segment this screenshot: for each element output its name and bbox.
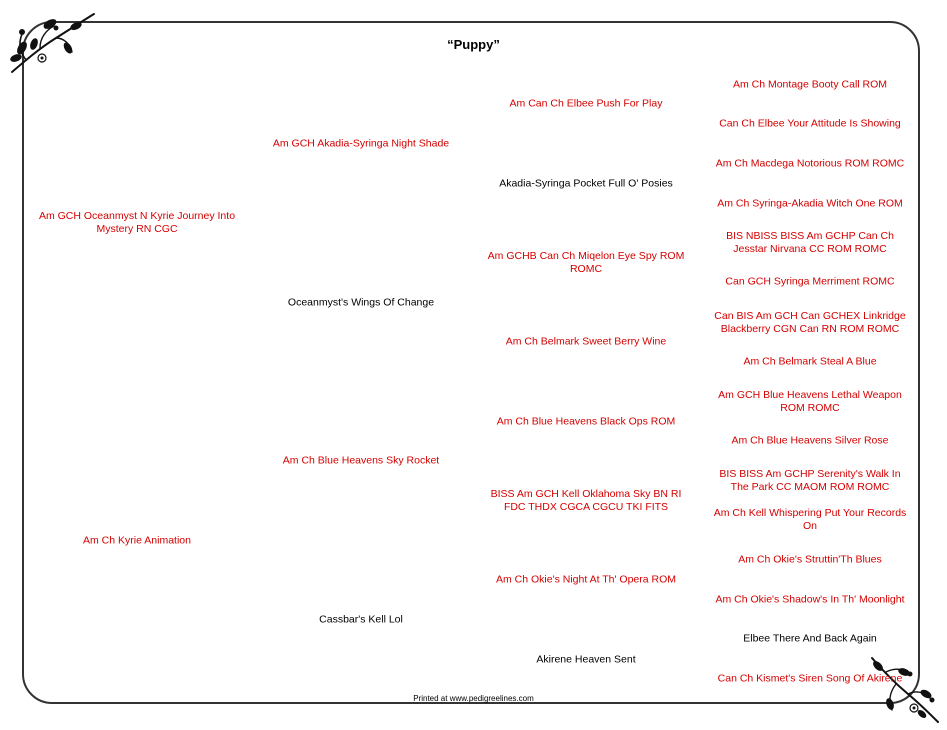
gen3-ancestor: BISS Am GCH Kell Oklahoma Sky BN RI FDC THDX CGCA CGCU TKI FITS (490, 488, 682, 513)
page-title: “Puppy” (447, 37, 500, 52)
gen3-ancestor: Am GCHB Can Ch Miqelon Eye Spy ROM ROMC (487, 250, 685, 275)
gen4-ancestor: Can GCH Syringa Merriment ROMC (725, 275, 895, 288)
gen2-ancestor: Am Ch Blue Heavens Sky Rocket (282, 454, 440, 467)
gen4-ancestor: Am Ch Macdega Notorious ROM ROMC (715, 157, 905, 170)
gen4-ancestor: Am Ch Syringa-Akadia Witch One ROM (717, 197, 903, 210)
gen4-ancestor: Am Ch Blue Heavens Silver Rose (731, 434, 889, 447)
floral-corner-icon (866, 654, 942, 726)
gen1-ancestor: Am Ch Kyrie Animation (83, 534, 191, 547)
gen2-ancestor: Oceanmyst's Wings Of Change (287, 296, 435, 309)
gen4-ancestor: Can Ch Elbee Your Attitude Is Showing (719, 117, 901, 130)
gen4-ancestor: Can BIS Am GCH Can GCHEX Linkridge Blackberry CGN Can RN ROM ROMC (714, 310, 906, 335)
gen4-ancestor: Am Ch Okie's Struttin'Th Blues (738, 553, 882, 566)
gen3-ancestor: Am Can Ch Elbee Push For Play (509, 97, 663, 110)
gen3-ancestor: Akadia-Syringa Pocket Full O' Posies (499, 177, 673, 190)
gen2-ancestor: Am GCH Akadia-Syringa Night Shade (272, 137, 450, 150)
footer-credit: Printed at www.pedigreelines.com (413, 694, 534, 703)
gen3-ancestor: Am Ch Okie's Night At Th' Opera ROM (495, 573, 677, 586)
gen4-ancestor: BIS NBISS BISS Am GCHP Can Ch Jesstar Nirvana CC ROM ROMC (726, 230, 894, 255)
gen3-ancestor: Am Ch Belmark Sweet Berry Wine (505, 335, 667, 348)
gen3-ancestor: Am Ch Blue Heavens Black Ops ROM (496, 415, 676, 428)
gen4-ancestor: Am Ch Kell Whispering Put Your Records On (713, 507, 907, 532)
gen4-ancestor: Am Ch Montage Booty Call ROM (732, 78, 888, 91)
gen4-ancestor: Am GCH Blue Heavens Lethal Weapon ROM ROMC (718, 389, 902, 414)
gen4-ancestor: Am Ch Belmark Steal A Blue (743, 355, 877, 368)
gen3-ancestor: Akirene Heaven Sent (536, 653, 636, 666)
gen1-ancestor: Am GCH Oceanmyst N Kyrie Journey Into Mystery RN CGC (38, 210, 236, 235)
gen4-ancestor: Elbee There And Back Again (743, 632, 877, 645)
gen2-ancestor: Cassbar's Kell Lol (319, 613, 403, 626)
gen4-ancestor: BIS BISS Am GCHP Serenity's Walk In The Park CC MAOM ROM ROMC (719, 468, 901, 493)
gen4-ancestor: Am Ch Okie's Shadow's In Th' Moonlight (715, 593, 905, 606)
gen4-ancestor: Can Ch Kismet's Siren Song Of Akirene (717, 672, 903, 685)
